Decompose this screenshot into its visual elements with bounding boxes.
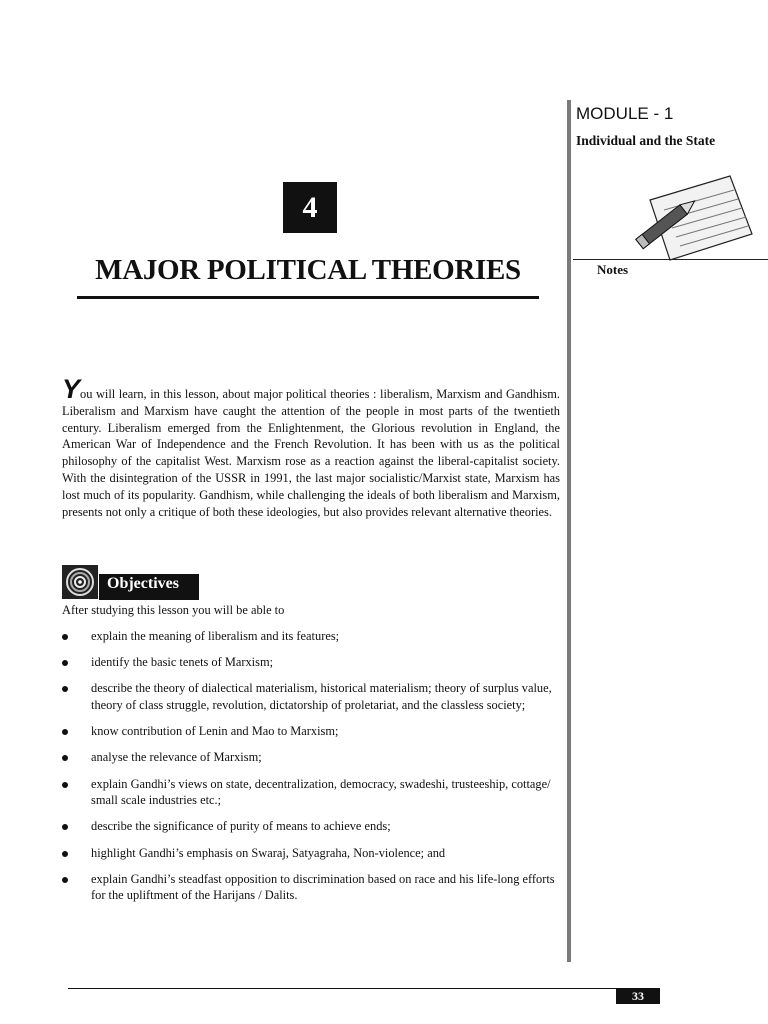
list-item: identify the basic tenets of Marxism; [62,654,560,671]
list-item: analyse the relevance of Marxism; [62,749,560,766]
footer-rule [68,988,655,989]
drop-cap: Y [62,374,81,404]
margin-divider [567,100,571,962]
list-item: explain Gandhi’s views on state, decentralization, democracy, swadeshi, trusteeship, cottage/ small scale industries etc.; [62,776,560,809]
intro-paragraph [62,374,560,520]
notes-divider [573,259,768,260]
list-item: explain the meaning of liberalism and its features; [62,628,560,645]
intro-text: ou will learn, in this lesson, about major political theories : liberalism, Marxism and Gandhism. Liberalism and Marxism have caught the attention of the people in most parts of the twentieth century. Liberalism emerged from the Enlightenment, the Glorious revolution in England, the American War of Independence and the French Revolution. It has been with us as the political philosophy of the capitalist West. Marxism rose as a reaction against the liberal-capitalist society. With the disintegration of the USSR in 1991, the last major socialistic/Marxist state, Marxism has lost much of its popularity. Gandhism, while challenging the ideals of both liberalism and Marxism, presents not only a critique of both these ideologies, but also provides relevant alternative theories. [62,387,560,519]
title-underline [77,296,539,299]
bullet-icon [62,634,68,640]
unit-title: Individual and the State [576,133,716,148]
bullet-icon [62,729,68,735]
list-item: know contribution of Lenin and Mao to Marxism; [62,723,560,740]
objectives-icon [62,565,98,599]
list-item: describe the theory of dialectical materialism, historical materialism; theory of surplus value, theory of class struggle, revolution, dictatorship of proletariat, and the classless society; [62,680,560,713]
bullet-icon [62,824,68,830]
module-label: MODULE - 1 [576,104,674,123]
page-number: 33 [616,988,660,1004]
bullet-icon [62,851,68,857]
list-item: describe the significance of purity of means to achieve ends; [62,818,560,835]
notes-pencil-icon [630,170,758,262]
chapter-title: MAJOR POLITICAL THEORIES [95,254,521,286]
objectives-lead: After studying this lesson you will be able to [62,603,285,617]
list-item: explain Gandhi’s steadfast opposition to discrimination based on race and his life-long efforts for the upliftment of the Harijans / Dalits. [62,871,560,904]
list-item: highlight Gandhi’s emphasis on Swaraj, Satyagraha, Non-violence; and [62,845,560,862]
chapter-number: 4 [283,182,337,233]
bullet-icon [62,755,68,761]
objectives-heading: Objectives [99,574,199,600]
bullet-icon [62,686,68,692]
bullet-icon [62,782,68,788]
bullet-icon [62,660,68,666]
notes-label: Notes [597,262,629,277]
bullet-icon [62,877,68,883]
objectives-list [62,628,560,913]
